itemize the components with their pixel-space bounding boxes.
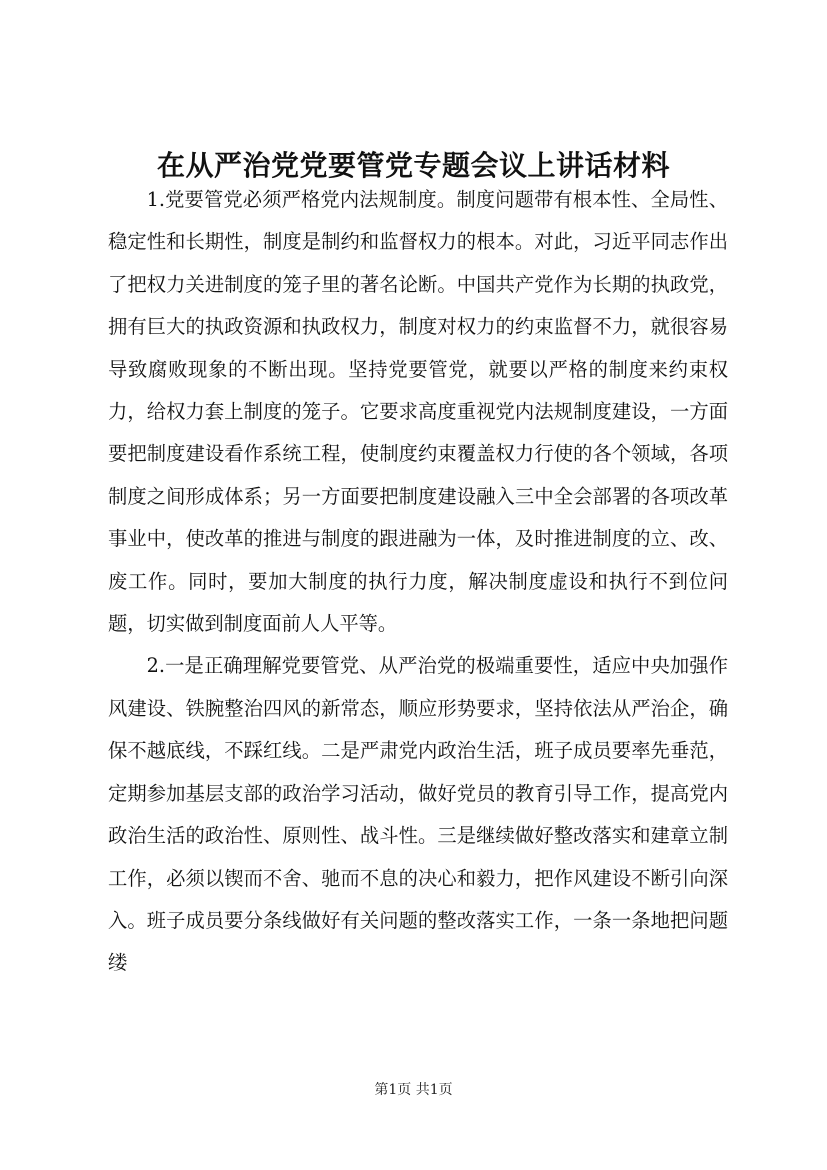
paragraph-2: 2.一是正确理解党要管党、从严治党的极端重要性，适应中央加强作风建设、铁腕整治四风的新常态，顺应形势要求，坚持依法从严治企，确保不越底线，不踩红线。二是严肃党内政治生活，班子成员要率先垂范，定期参加基层支部的政治学习活动，做好党员的教育引导工作，提高党内政治生活的政治性、原则性、战斗性。三是继续做好整改落实和建章立制工作，必须以锲而不舍、驰而不息的决心和毅力，把作风建设不断引向深入。班子成员要分条线做好有关问题的整改落实工作，一条一条地把问题缕	[108, 654, 728, 975]
document-body	[108, 179, 728, 985]
document-title: 在从严治党党要管党专题会议上讲话材料	[156, 149, 670, 182]
page-footer: 第1页 共1页	[374, 1082, 453, 1098]
paragraph-1: 1.党要管党必须严格党内法规制度。制度问题带有根本性、全局性、稳定性和长期性，制度是制约和监督权力的根本。对此，习近平同志作出了把权力关进制度的笼子里的著名论断。中国共产党作为长期的执政党，拥有巨大的执政资源和执政权力，制度对权力的约束监督不力，就很容易导致腐败现象的不断出现。坚持党要管党，就要以严格的制度来约束权力，给权力套上制度的笼子。它要求高度重视党内法规制度建设，一方面要把制度建设看作系统工程，使制度约束覆盖权力行使的各个领域，各项制度之间形成体系；另一方面要把制度建设融入三中全会部署的各项改革事业中，使改革的推进与制度的跟进融为一体，及时推进制度的立、改、废工作。同时，要加大制度的执行力度，解决制度虚设和执行不到位问题，切实做到制度面前人人平等。	[108, 188, 728, 636]
